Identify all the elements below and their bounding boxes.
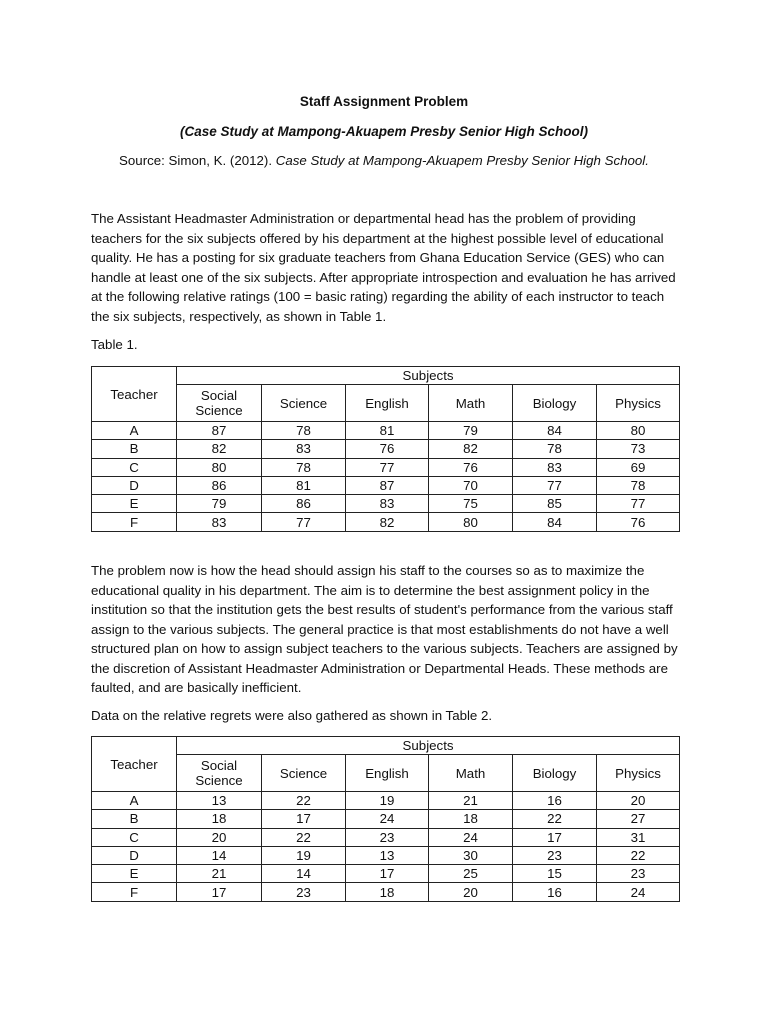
value-cell: 84 [513,422,597,440]
value-cell: 20 [177,828,262,846]
source-prefix: Source: Simon, K. (2012). [119,153,276,168]
value-cell: 21 [177,865,262,883]
column-header: Math [429,385,513,422]
column-header: Science [262,385,346,422]
teacher-cell: E [92,495,177,513]
value-cell: 77 [597,495,680,513]
subjects-header: Subjects [177,737,680,755]
value-cell: 24 [429,828,513,846]
value-cell: 24 [597,883,680,901]
value-cell: 80 [597,422,680,440]
source-citation [0,153,768,168]
value-cell: 23 [346,828,429,846]
value-cell: 76 [597,513,680,531]
value-cell: 87 [177,422,262,440]
value-cell: 21 [429,792,513,810]
column-header: Physics [597,755,680,792]
teacher-cell: C [92,828,177,846]
teacher-cell: F [92,513,177,531]
value-cell: 83 [177,513,262,531]
value-cell: 82 [177,440,262,458]
teacher-cell: C [92,458,177,476]
teacher-header: Teacher [92,367,177,422]
value-cell: 13 [346,846,429,864]
value-cell: 19 [346,792,429,810]
value-cell: 20 [597,792,680,810]
value-cell: 22 [513,810,597,828]
teacher-cell: E [92,865,177,883]
teacher-cell: F [92,883,177,901]
table-row [92,865,680,883]
value-cell: 22 [262,828,346,846]
value-cell: 18 [177,810,262,828]
value-cell: 77 [513,476,597,494]
value-cell: 24 [346,810,429,828]
table-row [92,846,680,864]
value-cell: 70 [429,476,513,494]
document-subtitle: (Case Study at Mampong-Akuapem Presby Senior High School) [179,124,589,139]
value-cell: 75 [429,495,513,513]
value-cell: 81 [346,422,429,440]
column-header: Social Science [177,385,262,422]
value-cell: 22 [262,792,346,810]
value-cell: 76 [429,458,513,476]
source-title: Case Study at Mampong-Akuapem Presby Senior High School. [275,153,649,168]
column-header: Science [262,755,346,792]
value-cell: 83 [346,495,429,513]
value-cell: 77 [346,458,429,476]
table1-label: Table 1. [91,337,138,352]
value-cell: 18 [429,810,513,828]
table-row [92,792,680,810]
table-row [92,476,680,494]
value-cell: 19 [262,846,346,864]
value-cell: 23 [513,846,597,864]
value-cell: 22 [597,846,680,864]
value-cell: 77 [262,513,346,531]
value-cell: 73 [597,440,680,458]
value-cell: 78 [597,476,680,494]
teacher-cell: B [92,440,177,458]
value-cell: 30 [429,846,513,864]
value-cell: 17 [513,828,597,846]
table-row [92,883,680,901]
value-cell: 23 [597,865,680,883]
value-cell: 83 [513,458,597,476]
table-row [92,495,680,513]
value-cell: 78 [262,458,346,476]
teacher-header: Teacher [92,737,177,792]
value-cell: 76 [346,440,429,458]
teacher-cell: D [92,476,177,494]
table-row [92,422,680,440]
value-cell: 82 [346,513,429,531]
value-cell: 16 [513,883,597,901]
value-cell: 17 [177,883,262,901]
value-cell: 85 [513,495,597,513]
table-row [92,458,680,476]
column-header: Social Science [177,755,262,792]
document-title: Staff Assignment Problem [299,94,469,109]
teacher-cell: D [92,846,177,864]
column-header: English [346,385,429,422]
value-cell: 79 [429,422,513,440]
table-row [92,513,680,531]
value-cell: 15 [513,865,597,883]
value-cell: 81 [262,476,346,494]
value-cell: 25 [429,865,513,883]
column-header: Physics [597,385,680,422]
value-cell: 17 [346,865,429,883]
value-cell: 78 [262,422,346,440]
teacher-cell: A [92,422,177,440]
value-cell: 69 [597,458,680,476]
value-cell: 18 [346,883,429,901]
intro-paragraph: The Assistant Headmaster Administration or departmental head has the problem of providing teachers for the six subjects offered by his department at the highest possible level of educational quality. He has a posting for six graduate teachers from Ghana Education Service (GES) who can handle at least one of the six subjects. After appropriate introspection and evaluation he has arrived at the following relative ratings (100 = basic rating) regarding the ability of each instructor to teach the six subjects, respectively, as shown in Table 1. [91,211,676,324]
value-cell: 80 [177,458,262,476]
value-cell: 83 [262,440,346,458]
table-row [92,810,680,828]
value-cell: 86 [262,495,346,513]
value-cell: 79 [177,495,262,513]
table-row [92,440,680,458]
column-header: Biology [513,385,597,422]
column-header: English [346,755,429,792]
value-cell: 27 [597,810,680,828]
value-cell: 82 [429,440,513,458]
value-cell: 17 [262,810,346,828]
value-cell: 16 [513,792,597,810]
table-row [92,828,680,846]
value-cell: 78 [513,440,597,458]
value-cell: 84 [513,513,597,531]
column-header: Math [429,755,513,792]
value-cell: 31 [597,828,680,846]
regrets-paragraph: Data on the relative regrets were also gathered as shown in Table 2. [91,708,493,723]
value-cell: 87 [346,476,429,494]
value-cell: 13 [177,792,262,810]
value-cell: 14 [177,846,262,864]
column-header: Biology [513,755,597,792]
subjects-header: Subjects [177,367,680,385]
value-cell: 20 [429,883,513,901]
problem-paragraph: The problem now is how the head should assign his staff to the courses so as to maximize the educational quality in his department. The aim is to determine the best assignment policy in the institution so that the institution gets the best results of student's performance from the various staff assign to the various subjects. The general practice is that most establishments do not have a well structured plan on how to assign subject teachers to the various subjects. Teachers are assigned by the discretion of Assistant Headmaster Administration or Departmental Heads. These methods are faulted, and are basically inefficient. [91,563,678,695]
value-cell: 86 [177,476,262,494]
ratings-table [91,366,680,532]
value-cell: 80 [429,513,513,531]
value-cell: 14 [262,865,346,883]
teacher-cell: B [92,810,177,828]
value-cell: 23 [262,883,346,901]
regrets-table [91,736,680,902]
teacher-cell: A [92,792,177,810]
